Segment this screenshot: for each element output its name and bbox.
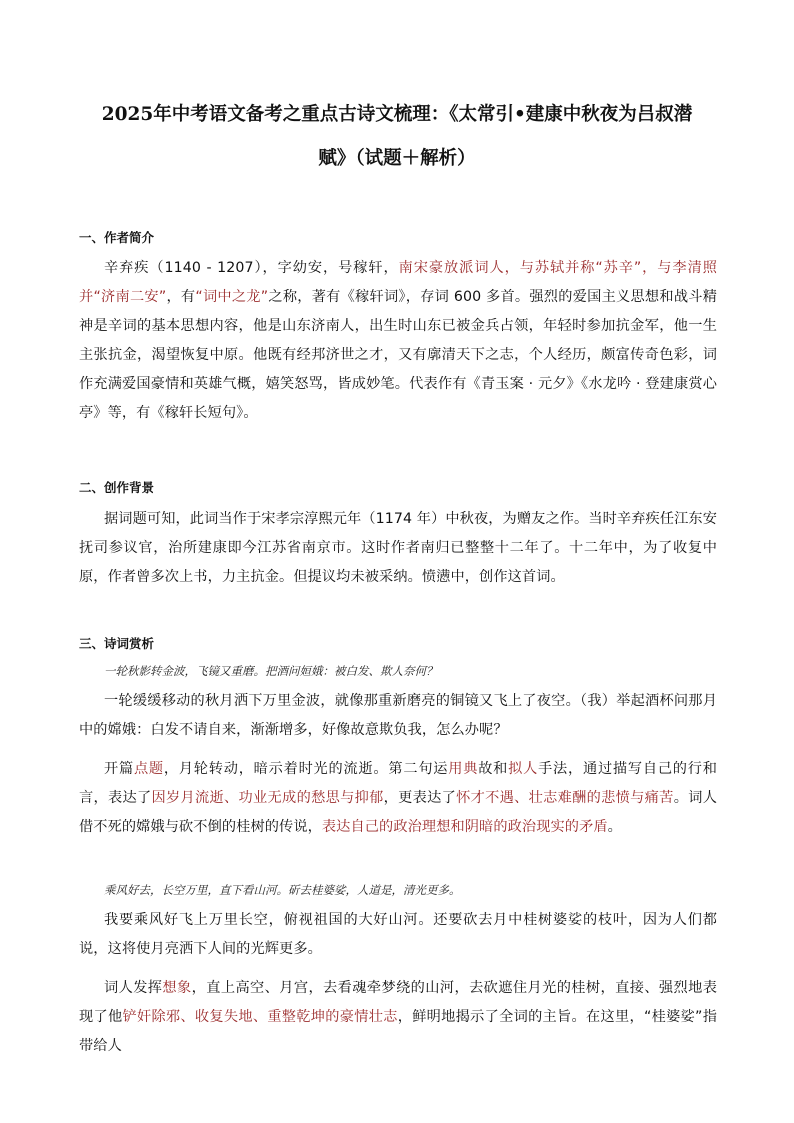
- body-text: 辛弃疾（1140 - 1207），字幼安，号稼轩，: [104, 260, 399, 276]
- body-text: ，月轮转动，暗示着时光的流逝。第二句运: [163, 761, 449, 777]
- highlighted-text: 表达自己的政治理想和阴暗的政治现实的矛盾: [321, 819, 608, 835]
- body-text: 手法，通过描写自己的行和言，表达了: [79, 761, 718, 806]
- section-heading-background: 二、创作背景: [79, 480, 155, 495]
- highlighted-text: 用典: [448, 761, 479, 777]
- verse-1-translation: 一轮缓缓移动的秋月洒下万里金波，就像那重新磨亮的铜镜又飞上了夜空。（我）举起酒杯问那月中的嫦娥：白发不请自来，渐渐增多，好像故意欺负我，怎么办呢？: [79, 693, 717, 738]
- verse-2-analysis: [79, 974, 717, 1061]
- verse-line-1: 一轮秋影转金波，飞镜又重磨。把酒问姮娥：被白发、欺人奈何？: [104, 664, 438, 678]
- verse-line-2: 乘风好去，长空万里，直下看山河。斫去桂婆娑，人道是，清光更多。: [104, 883, 461, 897]
- highlighted-text: 因岁月流逝、功业无成的愁思与抑郁: [151, 790, 384, 806]
- document-title-line-2: 赋》（试题＋解析）: [318, 148, 476, 169]
- body-text: 之称，著有《稼轩词》，存词 600 多首。强烈的爱国主义思想和战斗精神是辛词的基本思想内容，他是山东济南人，出生时山东已被金兵占领，年轻时参加抗金军，他一生主张抗金，渴望恢复中原。他既有经邦济世之才，又有廓清天下之志，个人经历，颇富传奇色彩，词作充满爱国豪情和英雄气概，嬉笑怒骂，皆成妙笔。代表作有《青玉案 · 元夕》《水龙吟 · 登建康赏心亭》等，有《稼轩长短句》。: [79, 289, 717, 421]
- body-text: 。词人借不死的嫦娥与砍不倒的桂树的传说，: [79, 790, 717, 835]
- highlighted-text: “词中之龙”: [195, 289, 269, 305]
- body-text: ，鲜明地揭示了全词的主旨。在这里，“桂婆娑”指带给人: [79, 1009, 717, 1054]
- highlighted-text: 想象: [162, 980, 192, 996]
- body-text: 开篇: [104, 761, 134, 777]
- body-text: 词人发挥: [104, 980, 163, 996]
- body-text: ，直上高空、月宫，去看魂牵梦绕的山河，去砍遮住月光的桂树，直接、强烈地表现了他: [79, 980, 718, 1025]
- body-text: ，有: [166, 289, 196, 305]
- highlighted-text: 南宋豪放派词人，与苏轼并称“苏辛”，与李清照并“济南二安”: [79, 260, 717, 305]
- body-text: 。: [607, 819, 622, 835]
- author-intro-paragraph: [79, 254, 717, 428]
- highlighted-text: 拟人: [508, 761, 539, 777]
- verse-1-analysis: [79, 755, 717, 842]
- body-text: ，更表达了: [383, 790, 457, 806]
- highlighted-text: 点题: [133, 761, 164, 777]
- verse-2-translation: 我要乘风好飞上万里长空，俯视祖国的大好山河。还要砍去月中桂树婆娑的枝叶，因为人们都说，这将使月亮洒下人间的光辉更多。: [79, 912, 717, 957]
- highlighted-text: 铲奸除邪、收复失地、重整乾坤的豪情壮志: [122, 1009, 398, 1025]
- document-title-line-1: 2025年中考语文备考之重点古诗文梳理：《太常引•建康中秋夜为吕叔潜: [101, 104, 693, 125]
- body-text: 故和: [478, 761, 509, 777]
- background-paragraph: 据词题可知，此词当作于宋孝宗淳熙元年（1174 年）中秋夜，为赠友之作。当时辛弃疾任江东安抚司参议官，治所建康即今江苏省南京市。这时作者南归已整整十二年了。十二年中，为了收复中原，作者曾多次上书，力主抗金。但提议均未被采纳。愤懑中，创作这首词。: [79, 511, 717, 585]
- section-heading-author: 一、作者简介: [79, 230, 155, 245]
- section-heading-appreciation: 三、诗词赏析: [79, 636, 155, 651]
- highlighted-text: 怀才不遇、壮志难酬的悲愤与痛苦: [456, 790, 674, 806]
